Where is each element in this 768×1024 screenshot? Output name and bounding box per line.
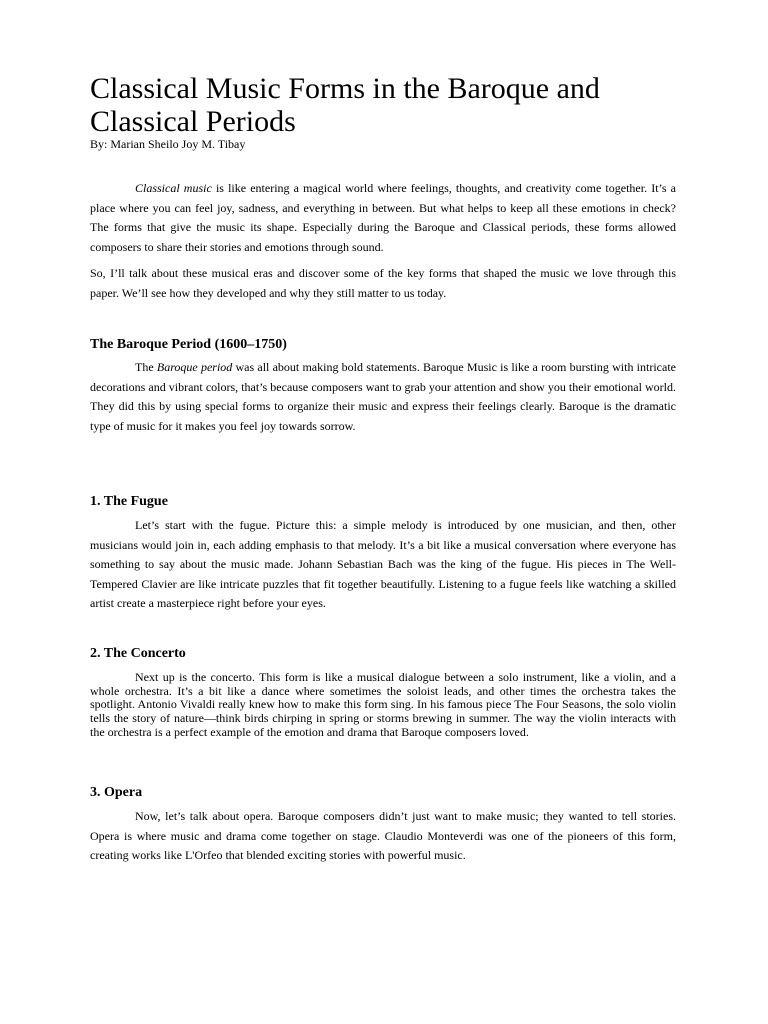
fugue-heading: 1. The Fugue [90, 494, 168, 509]
concerto-paragraph: Next up is the concerto. This form is like a musical dialogue between a solo instrument, like a violin, and a whole orchestra. It’s a bit like a dance where sometimes the soloist leads, and other times the orchestra takes the spotlight. Antonio Vivaldi really knew how to make this form sing. In his famous piece The Four Seasons, the solo violin tells the story of nature—think birds chirping in spring or storms brewing in summer. The way the violin interacts with the orchestra is a perfect example of the emotion and drama that Baroque composers loved. [90, 670, 676, 739]
document-title: Classical Music Forms in the Baroque and Classical Periods [90, 72, 600, 138]
intro-paragraph-2: So, I’ll talk about these musical eras and discover some of the key forms that shaped the music we love through this paper. We’ll see how they developed and why they still matter to us today. [90, 266, 676, 300]
baroque-heading: The Baroque Period (1600–1750) [90, 337, 287, 352]
concerto-heading: 2. The Concerto [90, 646, 186, 661]
baroque-paragraph [90, 358, 676, 436]
intro-italic-term: Classical music [135, 181, 212, 195]
baroque-italic-term: Baroque period [156, 360, 233, 374]
author-byline: By: Marian Sheilo Joy M. Tibay [90, 137, 246, 151]
baroque-pre: The [135, 360, 157, 374]
fugue-paragraph: Let’s start with the fugue. Picture this: a simple melody is introduced by one musician, and then, other musicians would join in, each adding emphasis to that melody. It’s a bit like a musical conversation where everyone has something to say about the music made. Johann Sebastian Bach was the king of the fugue. His pieces in The Well-Tempered Clavier are like intricate puzzles that fit together beautifully. Listening to a fugue feels like watching a skilled artist create a masterpiece right before your eyes. [90, 518, 676, 610]
opera-heading: 3. Opera [90, 785, 143, 800]
opera-paragraph: Now, let’s talk about opera. Baroque composers didn’t just want to make music; they wanted to tell stories. Opera is where music and drama come together on stage. Claudio Monteverdi was one of the pioneers of this form, creating works like L'Orfeo that blended exciting stories with powerful music. [90, 809, 676, 862]
baroque-text: was all about making bold statements. Baroque Music is like a room bursting with intricate decorations and vibrant colors, that’s because composers want to grab your attention and show you their emotional world. They did this by using special forms to organize their music and express their feelings clearly. Baroque is the dramatic type of music for it makes you feel joy towards sorrow. [90, 360, 676, 433]
intro-paragraph [90, 179, 676, 257]
intro-text: is like entering a magical world where feelings, thoughts, and creativity come together. It’s a place where you can feel joy, sadness, and everything in between. But what helps to keep all these emotions in check? The forms that give the music its shape. Especially during the Baroque and Classical periods, these forms allowed composers to share their stories and emotions through sound. [90, 181, 676, 254]
